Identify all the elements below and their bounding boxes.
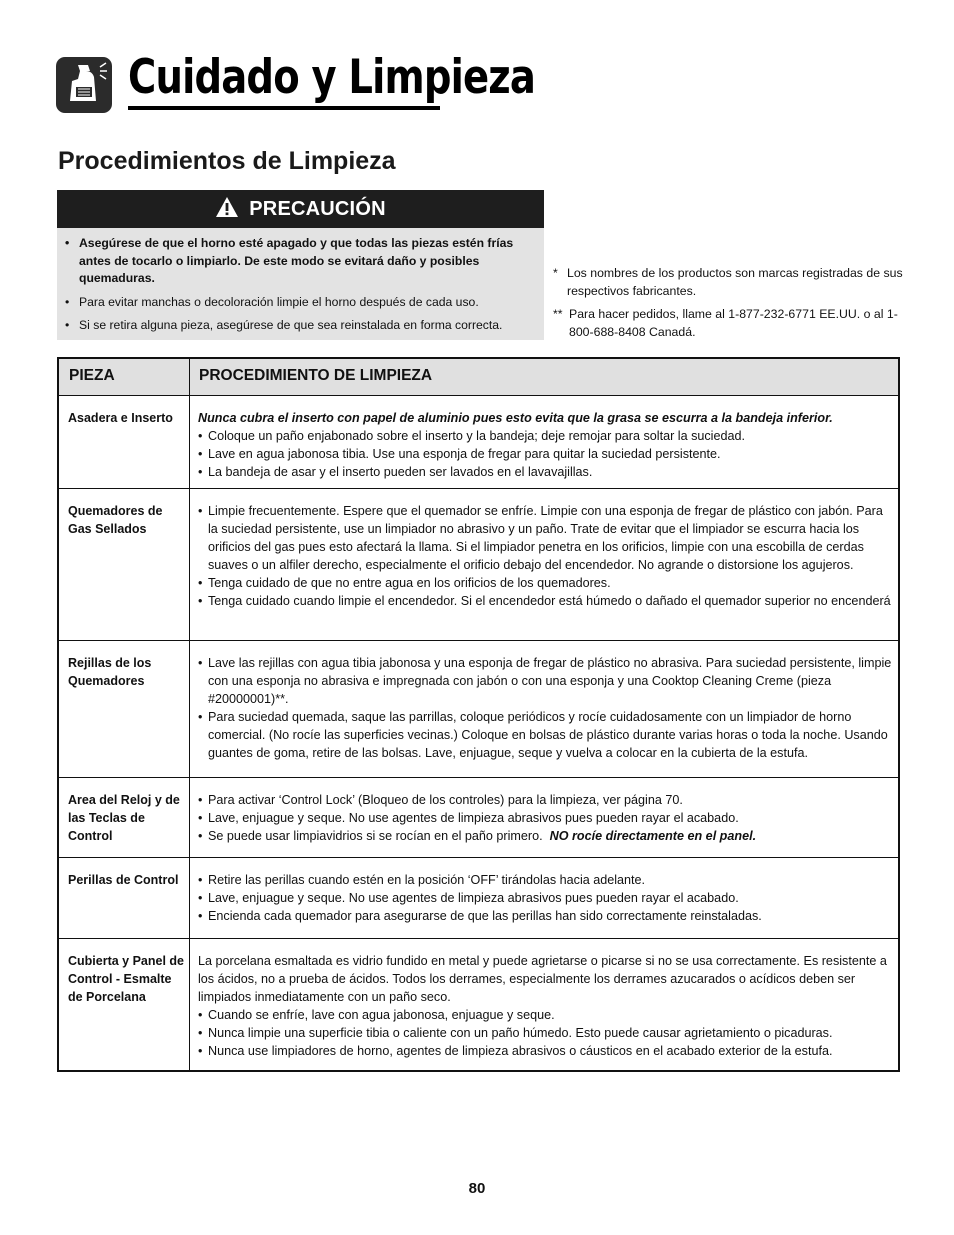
table-row bbox=[59, 858, 898, 939]
warning-lead: Nunca cubra el inserto con papel de aluminio pues esto evita que la grasa se escurra a la bandeja inferior. bbox=[198, 411, 833, 425]
table-row bbox=[59, 939, 898, 1070]
column-divider bbox=[189, 778, 190, 857]
procedure-list bbox=[198, 654, 893, 762]
procedure-list bbox=[198, 871, 893, 925]
caution-item: • Si se retira alguna pieza, asegúrese de que sea reinstalada en forma correcta. bbox=[65, 317, 536, 335]
procedure-item: • La bandeja de asar y el inserto pueden ser lavados en el lavavajillas. bbox=[198, 463, 893, 481]
procedure-item: • Encienda cada quemador para asegurarse de que las perillas han sido correctamente reinstaladas. bbox=[198, 907, 893, 925]
footnote bbox=[553, 306, 903, 341]
column-divider bbox=[189, 359, 190, 395]
procedure-list bbox=[198, 1006, 893, 1060]
procedure-intro: La porcelana esmaltada es vidrio fundido en metal y puede agrietarse o picarse si no se usa correctamente. Es resistente a los ácidos, no a prueba de ácidos. Todos los derrames, especialmente los derrames azucarados o acídicos deben ser limpiados inmediatamente con un paño seco. bbox=[198, 954, 887, 1004]
part-name: Quemadores de Gas Sellados bbox=[68, 504, 163, 536]
procedure-cell bbox=[198, 654, 893, 762]
procedure-item: • Para activar ‘Control Lock’ (Bloqueo de los controles) para la limpieza, ver página 70. bbox=[198, 791, 893, 809]
procedure-item: • Tenga cuidado cuando limpie el encendedor. Si el encendedor está húmedo o dañado el quemador superior no encenderá bbox=[198, 592, 893, 610]
procedure-item: • Tenga cuidado de que no entre agua en los orificios de los quemadores. bbox=[198, 574, 893, 592]
column-divider bbox=[189, 396, 190, 488]
column-header-procedure: PROCEDIMIENTO DE LIMPIEZA bbox=[199, 367, 433, 384]
caution-list bbox=[57, 228, 544, 335]
footnotes bbox=[553, 265, 903, 347]
procedure-cell bbox=[198, 871, 893, 925]
page-number: 80 bbox=[468, 1180, 486, 1197]
procedure-item: • Lave, enjuague y seque. No use agentes de limpieza abrasivos pues pueden rayar el acabado. bbox=[198, 809, 893, 827]
footnote-text: Los nombres de los productos son marcas registradas de sus respectivos fabricantes. bbox=[567, 266, 903, 298]
procedure-item: • Retire las perillas cuando estén en la posición ‘OFF’ tirándolas hacia adelante. bbox=[198, 871, 893, 889]
page-header-title: Cuidado y Limpieza bbox=[128, 50, 536, 105]
cleaning-table bbox=[57, 357, 900, 1072]
procedure-item: • Cuando se enfríe, lave con agua jabonosa, enjuague y seque. bbox=[198, 1006, 893, 1024]
procedure-item: • Lave las rejillas con agua tibia jabonosa y una esponja de fregar de plástico no abrasiva. Para suciedad persistente, limpie con una esponja no abrasiva e impregnada con jabón o con una esponja y una Cooktop Cleaning Creme (pieza #20000001)**. bbox=[198, 654, 893, 708]
procedure-item: • Para suciedad quemada, saque las parrillas, coloque periódicos y rocíe cuidadosamente con un limpiador de horno comercial. (No rocíe las superficies vecinas.) Coloque en bolsas de plástico durante varias horas o toda la noche. Usando guantes de goma, retire de las bolsas. Lave, enjuague, seque y vuelva a colocar en la cubierta de la estufa. bbox=[198, 708, 893, 762]
table-row bbox=[59, 396, 898, 489]
part-name: Area del Reloj y de las Teclas de Control bbox=[68, 793, 180, 843]
footnote-text: Para hacer pedidos, llame al 1-877-232-6771 EE.UU. o al 1-800-688-8408 Canadá. bbox=[569, 307, 898, 339]
caution-header bbox=[57, 190, 544, 228]
procedure-cell bbox=[198, 952, 893, 1060]
procedure-cell bbox=[198, 791, 893, 845]
procedure-cell bbox=[198, 409, 893, 481]
footnote-mark: * bbox=[553, 266, 558, 280]
column-divider bbox=[189, 489, 190, 640]
part-name: Cubierta y Panel de Control - Esmalte de Porcelana bbox=[68, 954, 185, 1004]
table-row bbox=[59, 778, 898, 858]
warning-triangle-icon bbox=[215, 196, 239, 223]
caution-box bbox=[57, 190, 544, 340]
cleaning-spray-icon bbox=[56, 57, 112, 113]
procedure-item: • Coloque un paño enjabonado sobre el inserto y la bandeja; deje remojar para soltar la suciedad. bbox=[198, 427, 893, 445]
part-name: Asadera e Inserto bbox=[68, 411, 173, 425]
column-divider bbox=[189, 858, 190, 938]
footnote-mark: ** bbox=[553, 307, 563, 321]
procedure-list bbox=[198, 791, 893, 845]
caution-item: • Para evitar manchas o decoloración limpie el horno después de cada uso. bbox=[65, 294, 536, 312]
procedure-item: • Lave en agua jabonosa tibia. Use una esponja de fregar para quitar la suciedad persistente. bbox=[198, 445, 893, 463]
table-row bbox=[59, 489, 898, 641]
emphasis-note: NO rocíe directamente en el panel. bbox=[549, 829, 757, 843]
procedure-item: • Lave, enjuague y seque. No use agentes de limpieza abrasivos pues pueden rayar el acabado. bbox=[198, 889, 893, 907]
footnote bbox=[553, 265, 903, 300]
procedure-cell bbox=[198, 502, 893, 610]
procedure-item: • Limpie frecuentemente. Espere que el quemador se enfríe. Limpie con una esponja de fregar de plástico con jabón. Para la suciedad persistente, use un limpiador no abrasivo y un paño. Trate de evitar que el limpiador se escurra hacia los orificios del gas pues esto afectará la llama. Si el limpiador penetra en los orificios, limpie con una escobilla de cerdas suaves o un alfiler derecho, especialmente el orificio debajo del encendedor. No agrande o distorsione los agujeros. bbox=[198, 502, 893, 574]
procedure-item bbox=[198, 827, 893, 845]
column-header-part: PIEZA bbox=[69, 367, 115, 384]
procedure-item-text: Se puede usar limpiavidrios si se rocían en el paño primero. bbox=[208, 829, 543, 843]
procedure-item: • Nunca use limpiadores de horno, agentes de limpieza abrasivos o cáusticos en el acabado exterior de la estufa. bbox=[198, 1042, 893, 1060]
column-divider bbox=[189, 641, 190, 777]
part-name: Perillas de Control bbox=[68, 873, 179, 887]
table-row bbox=[59, 641, 898, 778]
table-header-row bbox=[59, 359, 898, 396]
section-title: Procedimientos de Limpieza bbox=[58, 147, 396, 175]
procedure-item: • Nunca limpie una superficie tibia o caliente con un paño húmedo. Esto puede causar agrietamiento o picaduras. bbox=[198, 1024, 893, 1042]
column-divider bbox=[189, 939, 190, 1070]
procedure-list bbox=[198, 502, 893, 610]
part-name: Rejillas de los Quemadores bbox=[68, 656, 152, 688]
caution-title: PRECAUCIÓN bbox=[249, 197, 386, 220]
caution-item: • Asegúrese de que el horno esté apagado y que todas las piezas estén frías antes de tocarlo o limpiarlo. De este modo se evitará daño y posibles quemaduras. bbox=[65, 235, 536, 288]
procedure-list bbox=[198, 427, 893, 481]
header-underline bbox=[128, 106, 440, 110]
